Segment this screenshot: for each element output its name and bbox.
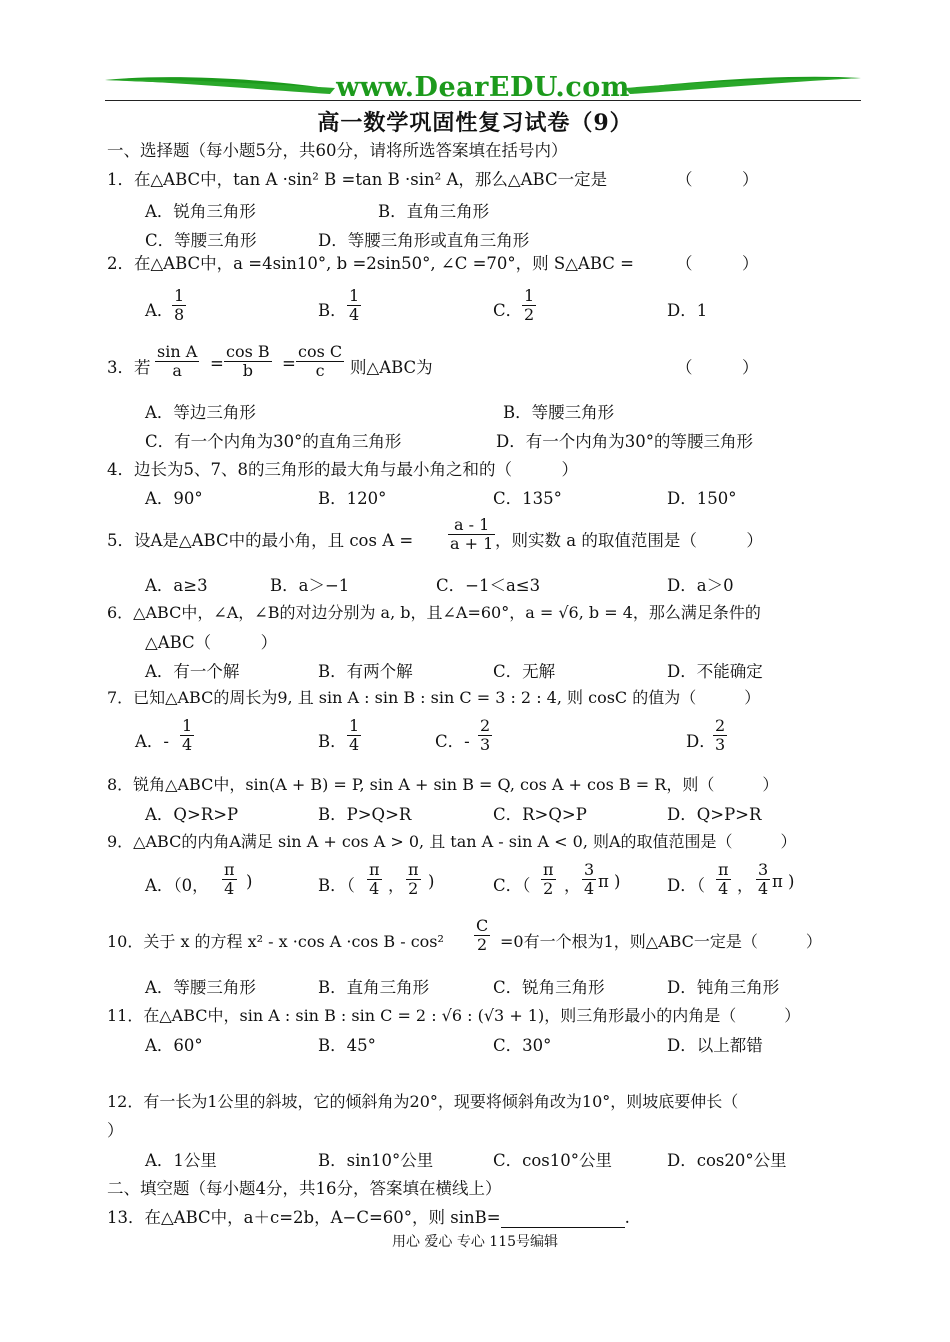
option-c[interactable]: C．（ xyxy=(493,876,531,895)
question-stem: 8．锐角△ABC中，sin(A + B) = P, sin A + sin B = Q, cos A + cos B = R，则（ ） xyxy=(107,775,779,794)
fraction: $\frac{\pi}{4}$ xyxy=(369,860,380,898)
paren-close: ) xyxy=(788,872,795,891)
option-c[interactable]: C．无解 xyxy=(493,662,556,681)
question-stem: 12．有一长为1公里的斜坡，它的倾斜角为20°，现要将倾斜角改为10°，则坡底要伸长（ xyxy=(107,1092,739,1111)
question-stem: 6．△ABC中，∠A，∠B的对边分别为 a, b，且∠A=60°，a = √6, b = 4，那么满足条件的 xyxy=(107,603,761,622)
question-stem: △ABC（ ） xyxy=(145,633,278,652)
option-d[interactable]: D．（ xyxy=(667,876,705,895)
fraction: $\frac{C}{2}$ xyxy=(476,916,489,954)
option-c[interactable]: C．R>Q>P xyxy=(493,805,587,824)
pi-symbol: π xyxy=(598,872,609,891)
option-d[interactable]: D．钝角三角形 xyxy=(667,978,780,997)
option-b[interactable]: B． xyxy=(318,301,347,320)
option-d[interactable]: D．不能确定 xyxy=(667,662,763,681)
option-a[interactable]: A．a≥3 xyxy=(145,576,208,595)
option-c[interactable]: C．等腰三角形 xyxy=(145,231,257,250)
option-d[interactable]: D．Q>P>R xyxy=(667,805,762,824)
question-stem: ，则实数 a 的取值范围是（ ） xyxy=(495,531,763,550)
fraction: $\frac{\pi}{2}$ xyxy=(543,860,554,898)
option-d[interactable]: D．cos20°公里 xyxy=(667,1151,787,1170)
question-stem: 3．若 xyxy=(107,358,151,377)
question-stem: 13．在△ABC中，a＋c=2b，A−C=60°，则 sinB= xyxy=(107,1208,501,1227)
option-c[interactable]: C．−1＜a≤3 xyxy=(436,576,541,595)
option-a[interactable]: A． xyxy=(145,301,174,320)
answer-paren[interactable]: （ ） xyxy=(676,170,759,189)
page-footer: 用心 爱心 专心 115号编辑 xyxy=(391,1234,559,1250)
option-a[interactable]: A．Q>R>P xyxy=(145,805,239,824)
fraction: $\frac{1}{4}$ xyxy=(349,716,360,754)
option-b[interactable]: B．sin10°公里 xyxy=(318,1151,434,1170)
option-a[interactable]: A．等腰三角形 xyxy=(145,978,256,997)
option-b[interactable]: B． xyxy=(318,732,347,751)
option-a[interactable]: A．60° xyxy=(145,1036,203,1055)
option-a[interactable]: A．- xyxy=(135,732,169,751)
answer-blank[interactable] xyxy=(501,1211,625,1228)
option-d[interactable]: D．有一个内角为30°的等腰三角形 xyxy=(496,432,753,451)
question-stem: 9．△ABC的内角A满足 sin A + cos A > 0, 且 tan A - sin A < 0, 则A的取值范围是（ ） xyxy=(107,832,797,851)
option-d[interactable]: D．150° xyxy=(667,489,737,508)
option-b[interactable]: B．120° xyxy=(318,489,387,508)
question-stem: 7．已知△ABC的周长为9, 且 sin A : sin B : sin C = 3 : 2 : 4, 则 cosC 的值为（ ） xyxy=(107,688,761,707)
option-d[interactable]: D． xyxy=(686,732,716,751)
question-stem: ） xyxy=(107,1121,124,1140)
option-c[interactable]: C． xyxy=(493,301,523,320)
fraction: $\frac{a - 1}{a + 1}$ xyxy=(450,515,494,553)
question-stem: 则△ABC为 xyxy=(350,358,433,377)
fraction: $\frac{\text{cos C}}{c}$ xyxy=(298,342,343,380)
paren-close: ) xyxy=(428,872,435,891)
option-b[interactable]: B．直角三角形 xyxy=(318,978,430,997)
fraction: $\frac{1}{2}$ xyxy=(524,286,535,324)
paren-close: ) xyxy=(614,872,621,891)
question-stem: 10．关于 x 的方程 x² - x ·cos A ·cos B - cos² xyxy=(107,932,444,951)
option-d[interactable]: D．以上都错 xyxy=(667,1036,763,1055)
header-rule xyxy=(105,100,861,101)
option-d[interactable]: D．等腰三角形或直角三角形 xyxy=(318,231,530,250)
option-d[interactable]: D．a＞0 xyxy=(667,576,734,595)
page-title: 高一数学巩固性复习试卷（9） xyxy=(317,110,633,136)
option-a[interactable]: A．90° xyxy=(145,489,203,508)
fraction: $\frac{3}{4}$ xyxy=(584,860,595,898)
fraction: $\frac{2}{3}$ xyxy=(715,716,726,754)
comma: ， xyxy=(388,876,405,895)
fraction: $\frac{3}{4}$ xyxy=(758,860,769,898)
option-c[interactable]: C．- xyxy=(435,732,470,751)
fraction: $\frac{1}{8}$ xyxy=(174,286,185,324)
option-b[interactable]: B．直角三角形 xyxy=(378,202,490,221)
equals-sign: = xyxy=(282,354,296,373)
comma: ， xyxy=(737,876,754,895)
fraction: $\frac{2}{3}$ xyxy=(480,716,491,754)
fraction: $\frac{\text{sin A}}{a}$ xyxy=(157,342,198,380)
fraction: $\frac{1}{4}$ xyxy=(182,716,193,754)
question-stem: =0有一个根为1，则△ABC一定是（ ） xyxy=(500,932,822,951)
option-b[interactable]: B．P>Q>R xyxy=(318,805,412,824)
option-a[interactable]: A．等边三角形 xyxy=(145,403,256,422)
option-c[interactable]: C．135° xyxy=(493,489,562,508)
answer-paren[interactable]: （ ） xyxy=(676,254,759,273)
pi-symbol: π xyxy=(772,872,783,891)
fraction: $\frac{1}{4}$ xyxy=(349,286,360,324)
option-b[interactable]: B．等腰三角形 xyxy=(503,403,615,422)
option-c[interactable]: C．锐角三角形 xyxy=(493,978,605,997)
option-a[interactable]: A．锐角三角形 xyxy=(145,202,256,221)
question-stem: 1．在△ABC中，tan A ·sin² B =tan B ·sin² A，那么△ABC一定是 xyxy=(107,170,608,189)
question-stem: 11．在△ABC中，sin A : sin B : sin C = 2 : √6 : (√3 + 1)，则三角形最小的内角是（ ） xyxy=(107,1006,801,1025)
option-a[interactable]: A．有一个解 xyxy=(145,662,240,681)
period: . xyxy=(624,1208,630,1227)
fraction: $\frac{\pi}{4}$ xyxy=(718,860,729,898)
option-b[interactable]: B．（ xyxy=(318,876,355,895)
answer-paren[interactable]: （ ） xyxy=(676,358,759,377)
option-a[interactable]: A．1公里 xyxy=(145,1151,217,1170)
equals-sign: = xyxy=(210,354,224,373)
section-heading-fill: 二、填空题（每小题4分，共16分，答案填在横线上） xyxy=(107,1179,502,1198)
site-logo[interactable]: www.DearEDU.com xyxy=(336,72,630,103)
fraction: $\frac{\pi}{2}$ xyxy=(408,860,419,898)
option-c[interactable]: C．有一个内角为30°的直角三角形 xyxy=(145,432,402,451)
fraction: $\frac{\pi}{4}$ xyxy=(224,860,235,898)
option-d[interactable]: D．1 xyxy=(667,301,708,320)
option-b[interactable]: B．有两个解 xyxy=(318,662,413,681)
paren-close: ) xyxy=(246,872,253,891)
question-stem: 4．边长为5、7、8的三角形的最大角与最小角之和的（ ） xyxy=(107,460,578,479)
question-stem: 2．在△ABC中，a =4sin10°, b =2sin50°, ∠C =70°，则 S△ABC = xyxy=(107,254,634,273)
fraction: $\frac{\text{cos B}}{b}$ xyxy=(226,342,270,380)
option-b[interactable]: B．a＞−1 xyxy=(270,576,350,595)
question-13 xyxy=(107,1204,630,1228)
option-b[interactable]: B．45° xyxy=(318,1036,376,1055)
option-a[interactable]: A．（0， xyxy=(145,876,209,895)
comma: ， xyxy=(564,876,581,895)
question-stem: 5．设A是△ABC中的最小角，且 cos A = xyxy=(107,531,414,550)
option-c[interactable]: C．cos10°公里 xyxy=(493,1151,613,1170)
option-c[interactable]: C．30° xyxy=(493,1036,552,1055)
